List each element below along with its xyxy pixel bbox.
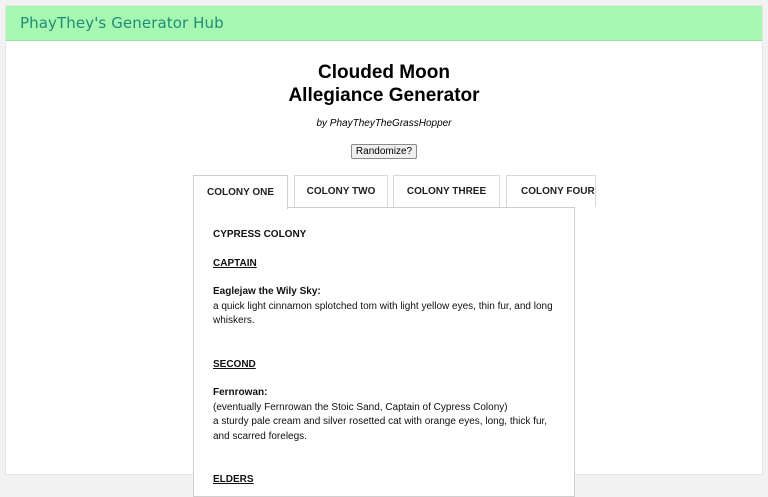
randomize-wrap [6,141,762,159]
author-byline: by PhayTheyTheGrassHopper [316,118,452,129]
spacer [213,329,555,358]
hub-header-bar [6,6,762,41]
tab-strip [193,175,595,208]
colony-name: CYPRESS COLONY [213,229,307,240]
second-name: Fernrowan: [213,387,268,398]
tab-colony-one[interactable]: COLONY ONE [193,175,288,209]
generator-title-line1: Clouded Moon [318,62,450,83]
captain-name: Eaglejaw the Wily Sky: [213,286,321,297]
colony-panel [193,207,575,497]
colony-tabs [193,175,595,485]
rank-heading-elders: ELDERS [213,474,254,485]
randomize-button[interactable]: Randomize? [351,144,417,159]
rank-heading-second: SECOND [213,358,256,370]
captain-description: a quick light cinnamon splotched tom with light yellow eyes, thin fur, and long whiskers. [213,300,553,326]
page-container [5,5,763,485]
rank-heading-captain: CAPTAIN [213,257,257,269]
tab-colony-two[interactable]: COLONY TWO [294,175,388,207]
second-note: (eventually Fernrowan the Stoic Sand, Captain of Cypress Colony) [213,401,508,413]
tab-colony-four[interactable]: COLONY FOUR [506,175,596,207]
spacer [213,444,555,473]
generator-header [6,61,762,129]
hub-title-link[interactable]: PhayThey's Generator Hub [20,14,224,32]
tab-colony-three[interactable]: COLONY THREE [393,175,500,207]
second-description: a sturdy pale cream and silver rosetted cat with orange eyes, long, thick fur, and scarred forelegs. [213,416,548,442]
generator-title-line2: Allegiance Generator [288,85,480,106]
